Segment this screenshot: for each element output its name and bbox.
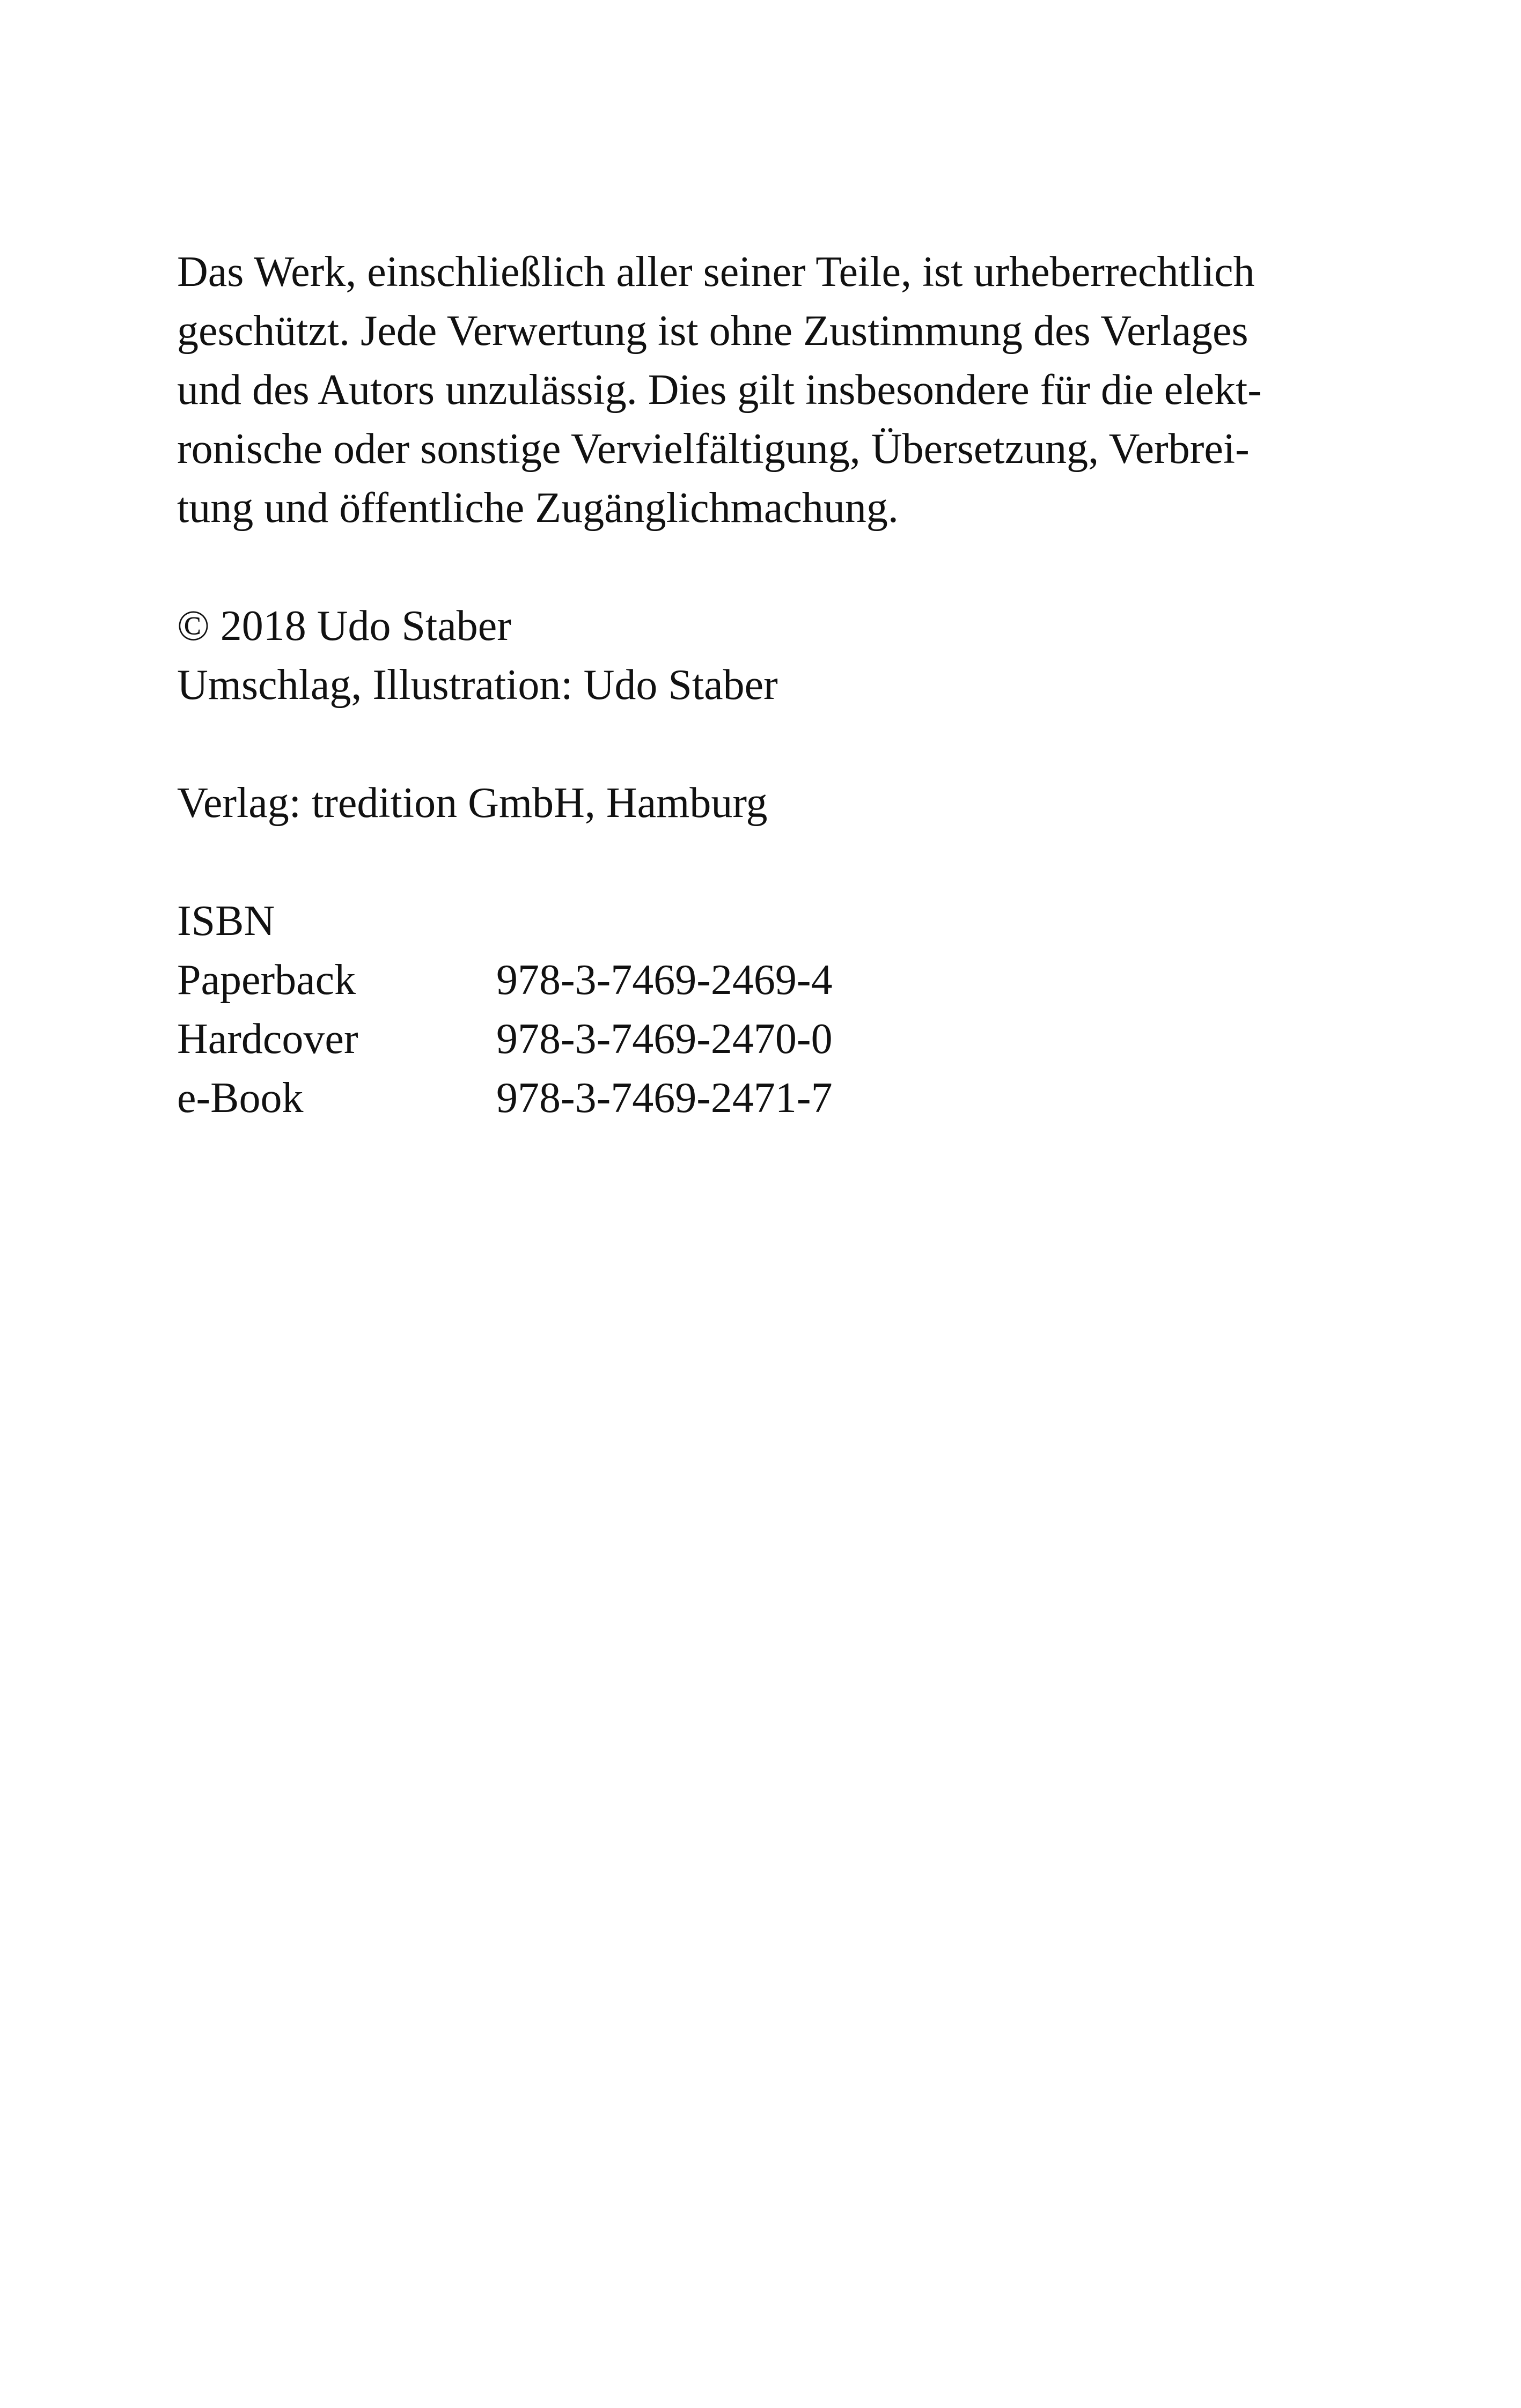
isbn-row-hardcover: [177, 1010, 1304, 1069]
paragraph-spacer: [177, 537, 1304, 597]
isbn-row-paperback: [177, 951, 1304, 1010]
paragraph-spacer: [177, 833, 1304, 892]
paragraph-spacer: [177, 715, 1304, 774]
isbn-section: [177, 892, 1304, 1128]
imprint-block: [177, 242, 1304, 1128]
notice-line: und des Autors unzulässig. Dies gilt insbesondere für die elekt-: [177, 366, 1262, 414]
isbn-number: 978-3-7469-2471-7: [496, 1074, 833, 1122]
publisher-line: Verlag: tredition GmbH, Hamburg: [177, 779, 768, 827]
isbn-edition-label: e-Book: [177, 1074, 304, 1122]
notice-line: Das Werk, einschließlich aller seiner Teile, ist urheberrechtlich: [177, 248, 1255, 296]
isbn-number: 978-3-7469-2470-0: [496, 1015, 833, 1063]
copyright-notice: [177, 242, 1304, 537]
cover-credit: Umschlag, Illustration: Udo Staber: [177, 661, 778, 709]
notice-line: tung und öffentliche Zugänglichmachung.: [177, 484, 899, 532]
isbn-heading: ISBN: [177, 897, 275, 945]
copyright-section: [177, 597, 1304, 715]
isbn-edition-label: Hardcover: [177, 1015, 358, 1063]
publisher-section: [177, 774, 1304, 833]
notice-line: geschützt. Jede Verwertung ist ohne Zustimmung des Verlages: [177, 307, 1248, 355]
copyright-line: © 2018 Udo Staber: [177, 602, 511, 650]
isbn-edition-label: Paperback: [177, 956, 356, 1004]
notice-line: ronische oder sonstige Vervielfältigung, Übersetzung, Verbrei-: [177, 425, 1250, 473]
isbn-row-ebook: [177, 1069, 1304, 1128]
isbn-number: 978-3-7469-2469-4: [496, 956, 833, 1004]
